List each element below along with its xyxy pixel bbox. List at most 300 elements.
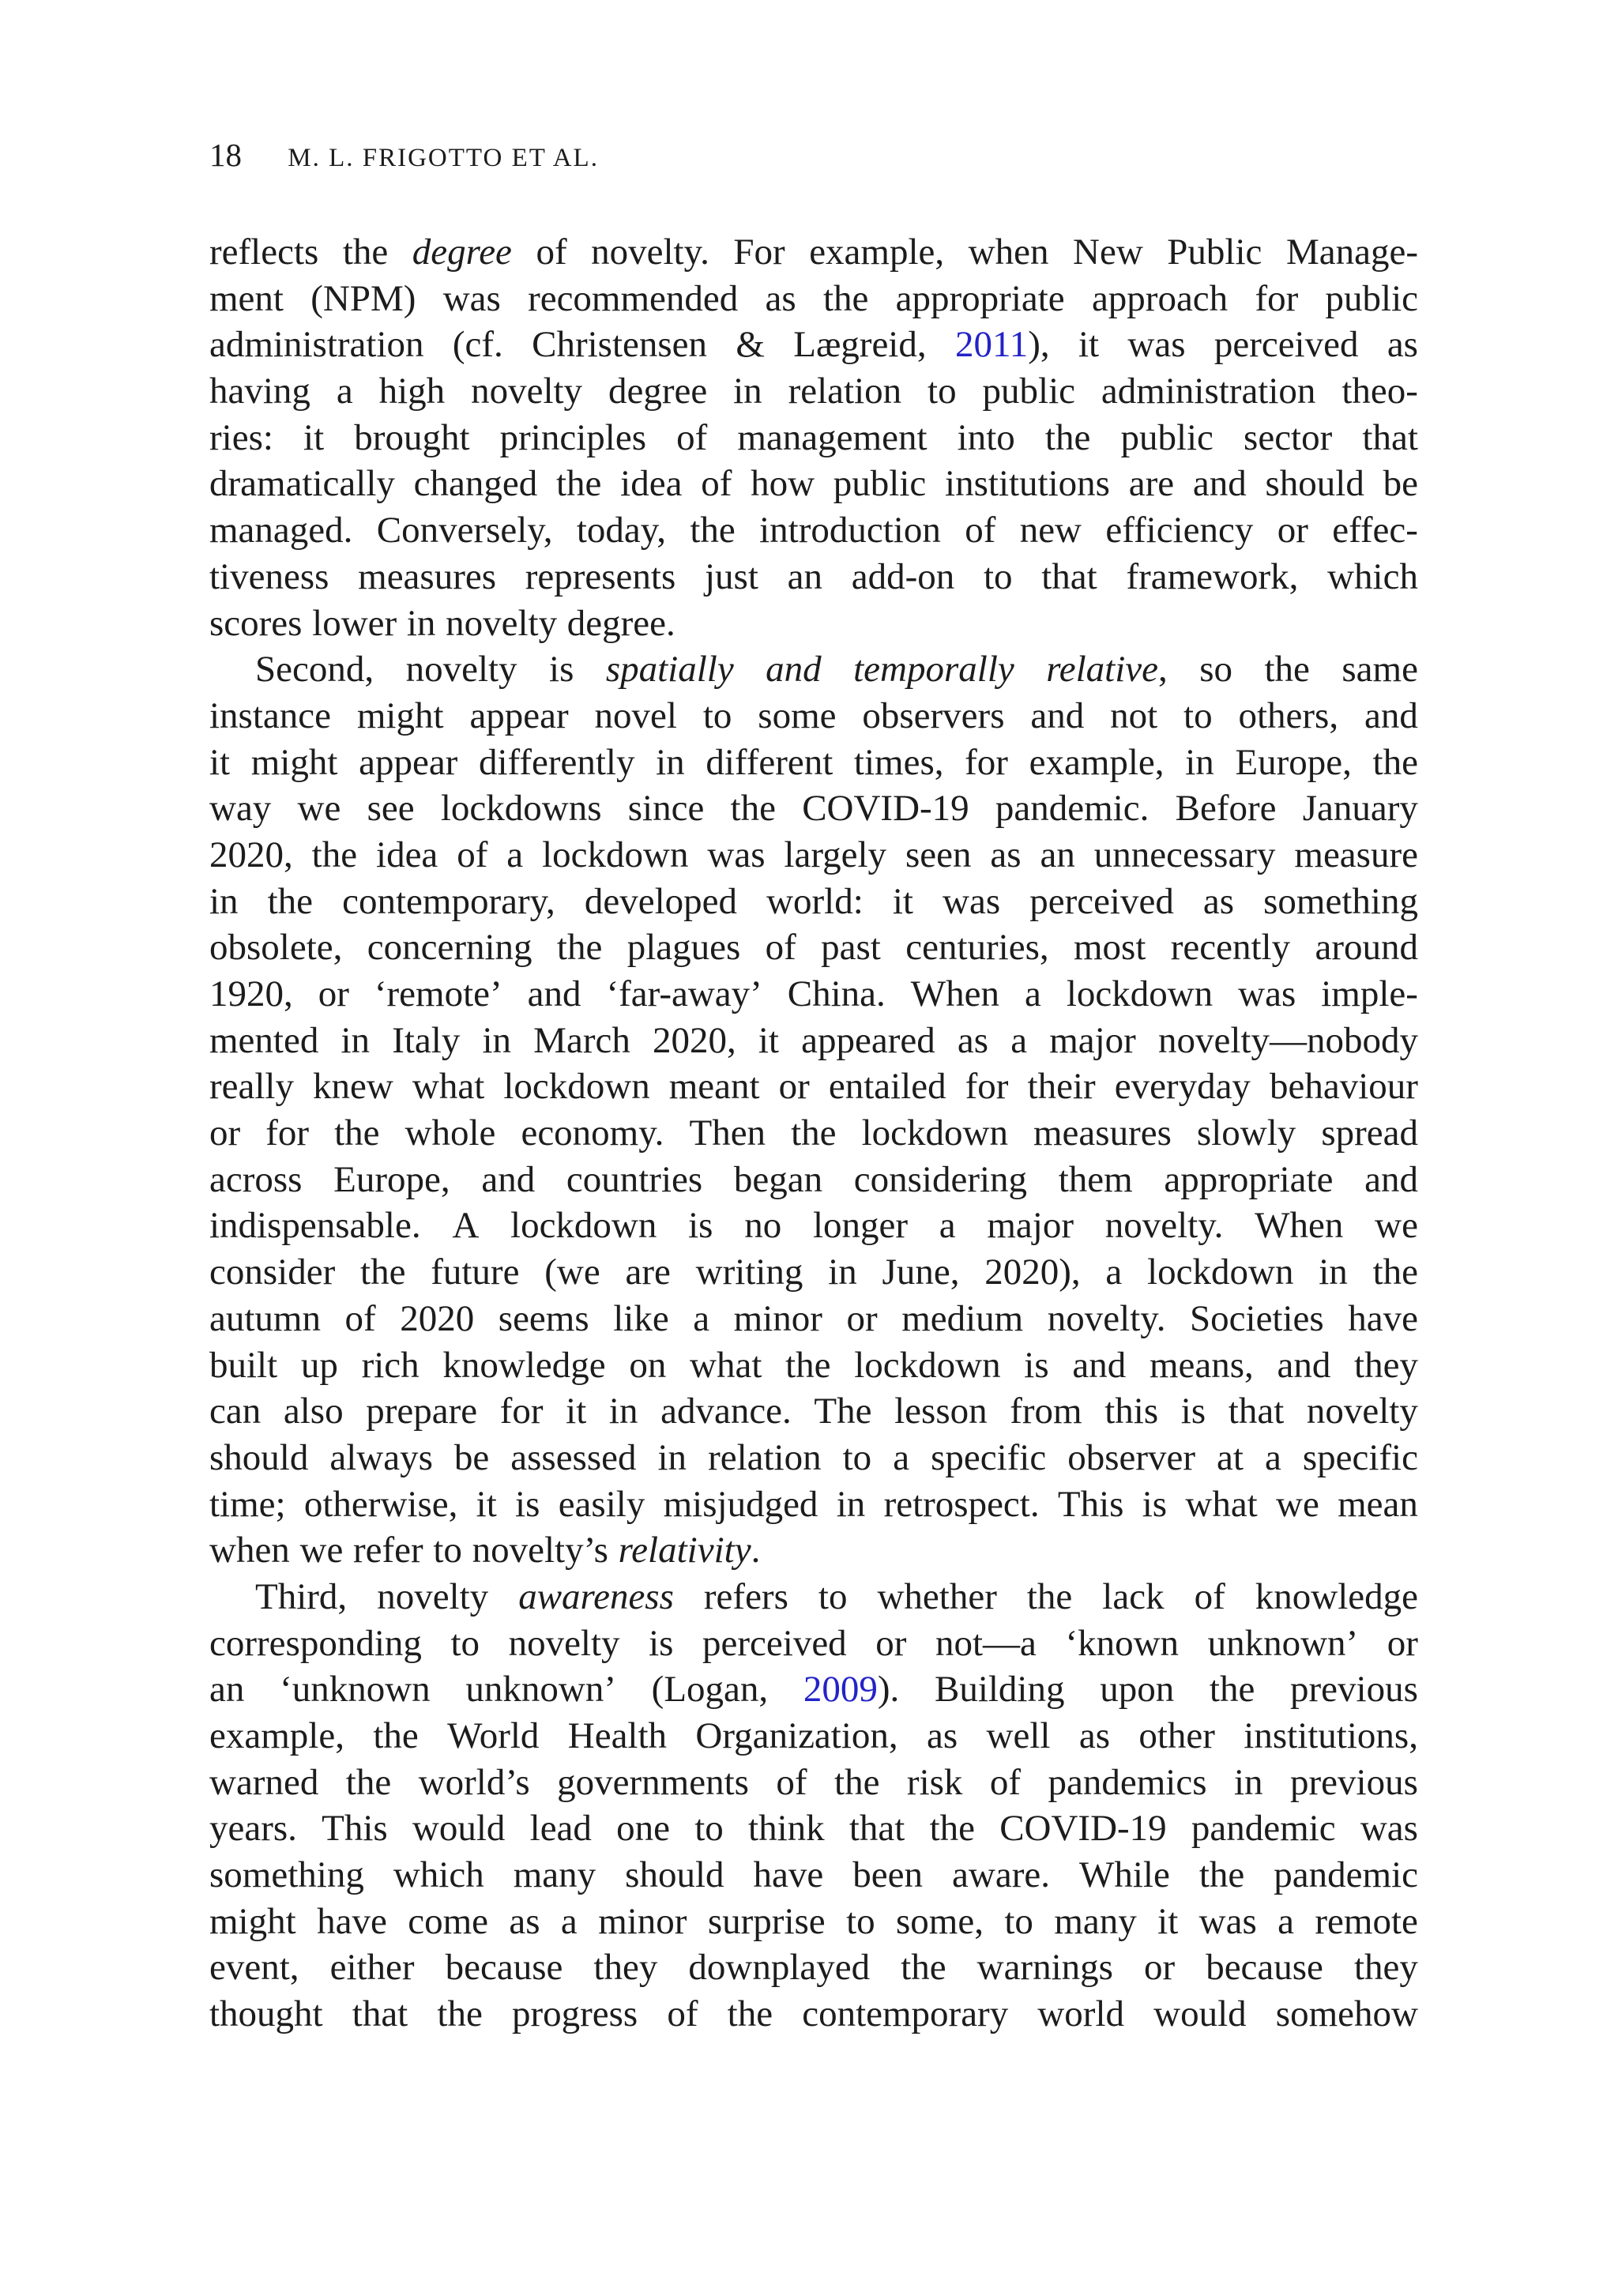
word: the bbox=[822, 277, 869, 319]
word: administration bbox=[209, 324, 424, 366]
word: public bbox=[982, 371, 1075, 412]
text-line bbox=[209, 1805, 1418, 1852]
word: knowledge bbox=[1255, 1575, 1418, 1617]
word: novelty—nobody bbox=[1157, 1019, 1418, 1061]
word: managed. bbox=[209, 510, 353, 551]
text-line bbox=[209, 1203, 1418, 1249]
text-line bbox=[209, 1944, 1418, 1991]
word: so bbox=[1199, 649, 1233, 691]
word: Building bbox=[934, 1669, 1065, 1711]
text-line bbox=[209, 1527, 1418, 1574]
word: retrospect. bbox=[883, 1483, 1040, 1525]
word: pandemic. bbox=[995, 788, 1150, 830]
body-text bbox=[209, 229, 1418, 2038]
word: example, bbox=[209, 1715, 344, 1756]
word: the bbox=[1372, 1252, 1418, 1293]
word: imple- bbox=[1321, 973, 1418, 1014]
word: upon bbox=[1100, 1669, 1175, 1711]
word: future bbox=[431, 1252, 520, 1293]
word: other bbox=[1138, 1715, 1215, 1756]
word: they bbox=[1353, 1947, 1418, 1989]
word: institutions bbox=[945, 463, 1110, 505]
word: considering bbox=[853, 1158, 1028, 1200]
word: is bbox=[688, 1205, 713, 1247]
word: observers bbox=[862, 694, 1005, 736]
word: event, bbox=[209, 1947, 299, 1989]
word: refer bbox=[353, 1530, 423, 1571]
word: something bbox=[1263, 880, 1418, 922]
word: longer bbox=[812, 1205, 909, 1247]
word: instance bbox=[209, 694, 331, 736]
word: the bbox=[1198, 1854, 1245, 1896]
word: are bbox=[625, 1252, 671, 1293]
word: what bbox=[412, 1066, 485, 1108]
word: minor bbox=[733, 1297, 822, 1339]
word: and bbox=[1030, 694, 1085, 736]
word: lower bbox=[312, 602, 397, 644]
word: novelty bbox=[1306, 1391, 1418, 1432]
text-line bbox=[209, 1249, 1418, 1296]
word: surprise bbox=[707, 1900, 826, 1942]
word: of bbox=[344, 1297, 376, 1339]
word: Conversely, bbox=[376, 510, 553, 551]
word: pandemic bbox=[1274, 1854, 1418, 1896]
word: degree. bbox=[566, 602, 675, 644]
word: the bbox=[1209, 1669, 1255, 1711]
word: This bbox=[322, 1808, 388, 1850]
text-line bbox=[209, 1110, 1418, 1157]
word: of bbox=[776, 1761, 807, 1803]
word: Italy bbox=[392, 1019, 461, 1061]
word: as bbox=[509, 1900, 540, 1942]
citation-link[interactable]: 2011 bbox=[954, 324, 1029, 366]
word: 2020 bbox=[400, 1297, 475, 1339]
word: knowledge bbox=[442, 1344, 606, 1386]
word: indispensable. bbox=[209, 1205, 421, 1247]
word: This bbox=[1057, 1483, 1124, 1525]
word: effec- bbox=[1332, 510, 1418, 551]
word: time; bbox=[209, 1483, 286, 1525]
word: the bbox=[267, 880, 314, 922]
word: degree bbox=[608, 371, 708, 412]
word: in bbox=[341, 1019, 371, 1061]
word: entailed bbox=[828, 1066, 946, 1108]
word: Organization, bbox=[695, 1715, 898, 1756]
word: aware. bbox=[952, 1854, 1050, 1896]
word: a bbox=[1105, 1252, 1123, 1293]
text-line bbox=[209, 879, 1418, 925]
word: to bbox=[846, 1900, 875, 1942]
word: seen bbox=[905, 834, 972, 875]
word: world bbox=[1037, 1993, 1125, 2035]
word: see bbox=[367, 788, 415, 830]
word: times, bbox=[853, 741, 944, 783]
word: advance. bbox=[660, 1391, 792, 1432]
word: January bbox=[1302, 788, 1418, 830]
word: might bbox=[209, 1900, 296, 1942]
word: same bbox=[1341, 649, 1418, 691]
word: awareness bbox=[518, 1575, 674, 1617]
page-number: 18 bbox=[209, 137, 242, 173]
word: the bbox=[690, 510, 736, 551]
word: lockdown bbox=[861, 1112, 1008, 1154]
word: an bbox=[787, 555, 822, 597]
word: autumn bbox=[209, 1297, 321, 1339]
word: and bbox=[766, 649, 822, 691]
word: unknown’ bbox=[465, 1669, 616, 1711]
word: idea bbox=[620, 463, 683, 505]
word: centuries, bbox=[905, 927, 1049, 969]
text-line bbox=[209, 1991, 1418, 2038]
word: it bbox=[758, 1019, 779, 1061]
word: was bbox=[442, 277, 501, 319]
word: is bbox=[549, 649, 574, 691]
word: novelty. bbox=[1104, 1205, 1224, 1247]
word: lockdown bbox=[510, 1205, 657, 1247]
word: When bbox=[1255, 1205, 1344, 1247]
word: add-on bbox=[851, 555, 955, 597]
word: contemporary, bbox=[342, 880, 555, 922]
word: novelty. bbox=[1047, 1297, 1166, 1339]
word: management bbox=[737, 416, 928, 458]
text-line bbox=[209, 507, 1418, 554]
word: no bbox=[744, 1205, 782, 1247]
word: most bbox=[1073, 927, 1146, 969]
word: be bbox=[453, 1436, 490, 1478]
word: example, bbox=[1029, 741, 1165, 783]
word: is bbox=[1024, 1344, 1049, 1386]
word: lockdown bbox=[1066, 973, 1214, 1014]
word: for bbox=[965, 1066, 1009, 1108]
word: to bbox=[1183, 694, 1213, 736]
word: A bbox=[452, 1205, 480, 1247]
word: or bbox=[778, 1066, 810, 1108]
word: that bbox=[1228, 1391, 1285, 1432]
word: in bbox=[656, 741, 685, 783]
word: to bbox=[694, 1808, 724, 1850]
word: principles bbox=[499, 416, 646, 458]
word: developed bbox=[584, 880, 738, 922]
word: the bbox=[1264, 649, 1310, 691]
text-line bbox=[209, 1435, 1418, 1481]
text-line bbox=[209, 368, 1418, 415]
word: administration bbox=[1101, 371, 1316, 412]
word: to bbox=[1004, 1900, 1033, 1942]
word: Before bbox=[1175, 788, 1277, 830]
word: a bbox=[693, 1297, 710, 1339]
word: behaviour bbox=[1269, 1066, 1418, 1108]
word: or bbox=[209, 1112, 241, 1154]
word: previous bbox=[1290, 1669, 1418, 1711]
word: they bbox=[593, 1947, 658, 1989]
word: in bbox=[836, 1483, 866, 1525]
word: a bbox=[1010, 1019, 1028, 1061]
word: of bbox=[965, 510, 996, 551]
word: institutions, bbox=[1244, 1715, 1418, 1756]
word: up bbox=[300, 1344, 338, 1386]
word: it bbox=[476, 1483, 497, 1525]
word: otherwise, bbox=[303, 1483, 458, 1525]
word: from bbox=[1010, 1391, 1082, 1432]
word: medium bbox=[901, 1297, 1024, 1339]
word: a bbox=[1277, 1900, 1295, 1942]
word: into bbox=[957, 416, 1015, 458]
word: or bbox=[1277, 510, 1308, 551]
word: relation bbox=[788, 371, 902, 412]
word: of bbox=[457, 834, 488, 875]
word: in bbox=[1319, 1252, 1348, 1293]
word: dramatically bbox=[209, 463, 395, 505]
word: the bbox=[556, 927, 603, 969]
word: tiveness bbox=[209, 555, 329, 597]
word: should bbox=[209, 1436, 309, 1478]
text-line bbox=[209, 1760, 1418, 1806]
word: or bbox=[1143, 1947, 1176, 1989]
word: largely bbox=[784, 834, 887, 875]
text-line bbox=[209, 646, 1418, 693]
word: we bbox=[1276, 1483, 1319, 1525]
word: like bbox=[613, 1297, 669, 1339]
word: appeared bbox=[801, 1019, 935, 1061]
word: today, bbox=[576, 510, 666, 551]
word: in bbox=[608, 1391, 638, 1432]
word: have bbox=[317, 1900, 387, 1942]
word: not—a bbox=[935, 1622, 1037, 1664]
word: the bbox=[730, 788, 776, 830]
word: as bbox=[1078, 1715, 1110, 1756]
word: Societies bbox=[1190, 1297, 1324, 1339]
word: as bbox=[927, 1715, 958, 1756]
word: might bbox=[250, 741, 338, 783]
word: different bbox=[706, 741, 833, 783]
word: to bbox=[702, 694, 732, 736]
word: mean bbox=[1338, 1483, 1418, 1525]
word: slowly bbox=[1196, 1112, 1296, 1154]
word: major bbox=[1049, 1019, 1136, 1061]
word: major bbox=[987, 1205, 1074, 1247]
word: a bbox=[336, 371, 353, 412]
word: easily bbox=[558, 1483, 645, 1525]
text-line bbox=[209, 1620, 1418, 1667]
word: theo- bbox=[1341, 371, 1418, 412]
word: the bbox=[791, 1112, 837, 1154]
word: appear bbox=[359, 741, 458, 783]
text-line bbox=[209, 1296, 1418, 1342]
word: Lægreid, bbox=[793, 324, 927, 366]
word: pandemic bbox=[1191, 1808, 1336, 1850]
word: we bbox=[297, 788, 341, 830]
word: always bbox=[329, 1436, 433, 1478]
word: should bbox=[1265, 463, 1364, 505]
word: the bbox=[334, 1112, 380, 1154]
word: come bbox=[408, 1900, 488, 1942]
text-line bbox=[209, 415, 1418, 461]
word: in bbox=[482, 1019, 512, 1061]
word: refers bbox=[703, 1575, 788, 1617]
word: lockdown bbox=[1147, 1252, 1294, 1293]
word: and bbox=[1072, 1344, 1127, 1386]
word: which bbox=[1327, 555, 1418, 597]
word: rich bbox=[361, 1344, 420, 1386]
word: World bbox=[447, 1715, 540, 1756]
word: corresponding bbox=[209, 1622, 422, 1664]
word: appear bbox=[469, 694, 569, 736]
word: to bbox=[842, 1436, 872, 1478]
word: we bbox=[1375, 1205, 1418, 1247]
word: to bbox=[983, 555, 1013, 597]
word: as bbox=[765, 277, 796, 319]
word: While bbox=[1079, 1854, 1170, 1896]
word: the bbox=[437, 1993, 483, 2035]
word: the bbox=[785, 1344, 831, 1386]
word: prepare bbox=[366, 1391, 478, 1432]
word: scores bbox=[209, 602, 303, 644]
word: remote bbox=[1315, 1900, 1418, 1942]
word: many bbox=[513, 1854, 596, 1896]
word: it bbox=[566, 1391, 587, 1432]
word: Then bbox=[689, 1112, 766, 1154]
word: to bbox=[928, 371, 957, 412]
word: are bbox=[1128, 463, 1175, 505]
word: for bbox=[965, 741, 1008, 783]
text-line bbox=[209, 1852, 1418, 1899]
text-line bbox=[209, 693, 1418, 740]
word: meant bbox=[668, 1066, 760, 1108]
word: ries: bbox=[209, 416, 273, 458]
word: lockdown bbox=[854, 1344, 1001, 1386]
word: specific bbox=[931, 1436, 1047, 1478]
word: which bbox=[393, 1854, 484, 1896]
word: should bbox=[625, 1854, 724, 1896]
word: assessed bbox=[510, 1436, 637, 1478]
word: having bbox=[209, 371, 310, 412]
word: novelty bbox=[471, 371, 583, 412]
word: Europe, bbox=[333, 1158, 450, 1200]
word: ‘unknown bbox=[280, 1669, 431, 1711]
word: 2011), bbox=[954, 324, 1050, 366]
word: one bbox=[616, 1808, 671, 1850]
word: lead bbox=[529, 1808, 592, 1850]
word: concerning bbox=[367, 927, 532, 969]
word: it bbox=[1157, 1900, 1179, 1942]
word: public bbox=[1325, 277, 1418, 319]
text-line bbox=[209, 924, 1418, 971]
word: recently bbox=[1170, 927, 1291, 969]
word: that bbox=[1362, 416, 1418, 458]
word: for bbox=[499, 1391, 544, 1432]
word: minor bbox=[598, 1900, 687, 1942]
word: when bbox=[209, 1530, 290, 1571]
word: or bbox=[1387, 1622, 1418, 1664]
word: a bbox=[506, 834, 524, 875]
word: a bbox=[939, 1205, 956, 1247]
word: 2020, bbox=[652, 1019, 736, 1061]
word: novelty bbox=[508, 1622, 620, 1664]
word: to bbox=[450, 1622, 480, 1664]
word: to bbox=[818, 1575, 848, 1617]
word: was bbox=[1238, 973, 1296, 1014]
word: framework, bbox=[1126, 555, 1299, 597]
word: thought bbox=[209, 1993, 323, 2035]
text-line bbox=[209, 229, 1418, 276]
word: spread bbox=[1321, 1112, 1418, 1154]
word: recommended bbox=[528, 277, 739, 319]
word: Manage- bbox=[1285, 231, 1418, 273]
word: an bbox=[1040, 834, 1075, 875]
word: contemporary bbox=[802, 1993, 1009, 2035]
running-head bbox=[209, 133, 599, 180]
word: began bbox=[733, 1158, 823, 1200]
word: was bbox=[707, 834, 766, 875]
word: the bbox=[1026, 1575, 1073, 1617]
text-line bbox=[209, 1899, 1418, 1945]
word: in bbox=[209, 880, 239, 922]
word: was bbox=[1198, 1900, 1257, 1942]
word: Christensen bbox=[532, 324, 708, 366]
word: be bbox=[1383, 463, 1418, 505]
word: of bbox=[1194, 1575, 1225, 1617]
text-line bbox=[209, 461, 1418, 507]
word: spatially bbox=[605, 649, 734, 691]
word: ‘known bbox=[1065, 1622, 1180, 1664]
word: past bbox=[821, 927, 881, 969]
word: unknown’ bbox=[1207, 1622, 1359, 1664]
word: perceived bbox=[1214, 324, 1359, 366]
word: introduction bbox=[759, 510, 941, 551]
word: that bbox=[352, 1993, 408, 2035]
word: knew bbox=[313, 1066, 393, 1108]
word: the bbox=[727, 1993, 773, 2035]
word: either bbox=[329, 1947, 415, 1989]
word: novelty bbox=[377, 1575, 489, 1617]
word: everyday bbox=[1114, 1066, 1251, 1108]
word: of bbox=[667, 1993, 698, 2035]
word: what bbox=[1185, 1483, 1258, 1525]
text-line bbox=[209, 1666, 1418, 1713]
word: in bbox=[1185, 741, 1214, 783]
word: the bbox=[834, 1761, 880, 1803]
word: lockdown bbox=[542, 834, 689, 875]
word: at bbox=[1217, 1436, 1244, 1478]
word: 2020, bbox=[209, 834, 293, 875]
text-line bbox=[209, 1481, 1418, 1528]
text-line bbox=[209, 1574, 1418, 1620]
word: whether bbox=[877, 1575, 997, 1617]
word: the bbox=[373, 1715, 419, 1756]
word: and bbox=[1364, 1158, 1418, 1200]
word: efficiency bbox=[1105, 510, 1254, 551]
word: 2020), bbox=[984, 1252, 1081, 1293]
word: would bbox=[412, 1808, 506, 1850]
word: well bbox=[986, 1715, 1051, 1756]
word: warned bbox=[209, 1761, 319, 1803]
text-line bbox=[209, 1388, 1418, 1435]
word: novel bbox=[594, 694, 677, 736]
word: degree bbox=[412, 231, 512, 273]
word: previous bbox=[1290, 1761, 1418, 1803]
citation-link[interactable]: 2009 bbox=[803, 1669, 878, 1711]
word: this bbox=[1104, 1391, 1159, 1432]
word: of bbox=[536, 231, 567, 273]
word: brought bbox=[354, 416, 470, 458]
word: appropriate bbox=[1164, 1158, 1334, 1200]
word: plagues bbox=[627, 927, 741, 969]
word: reflects bbox=[209, 231, 319, 273]
word: novelty’s bbox=[472, 1530, 608, 1571]
word: across bbox=[209, 1158, 303, 1200]
word: of bbox=[765, 927, 796, 969]
word: and bbox=[1364, 694, 1418, 736]
